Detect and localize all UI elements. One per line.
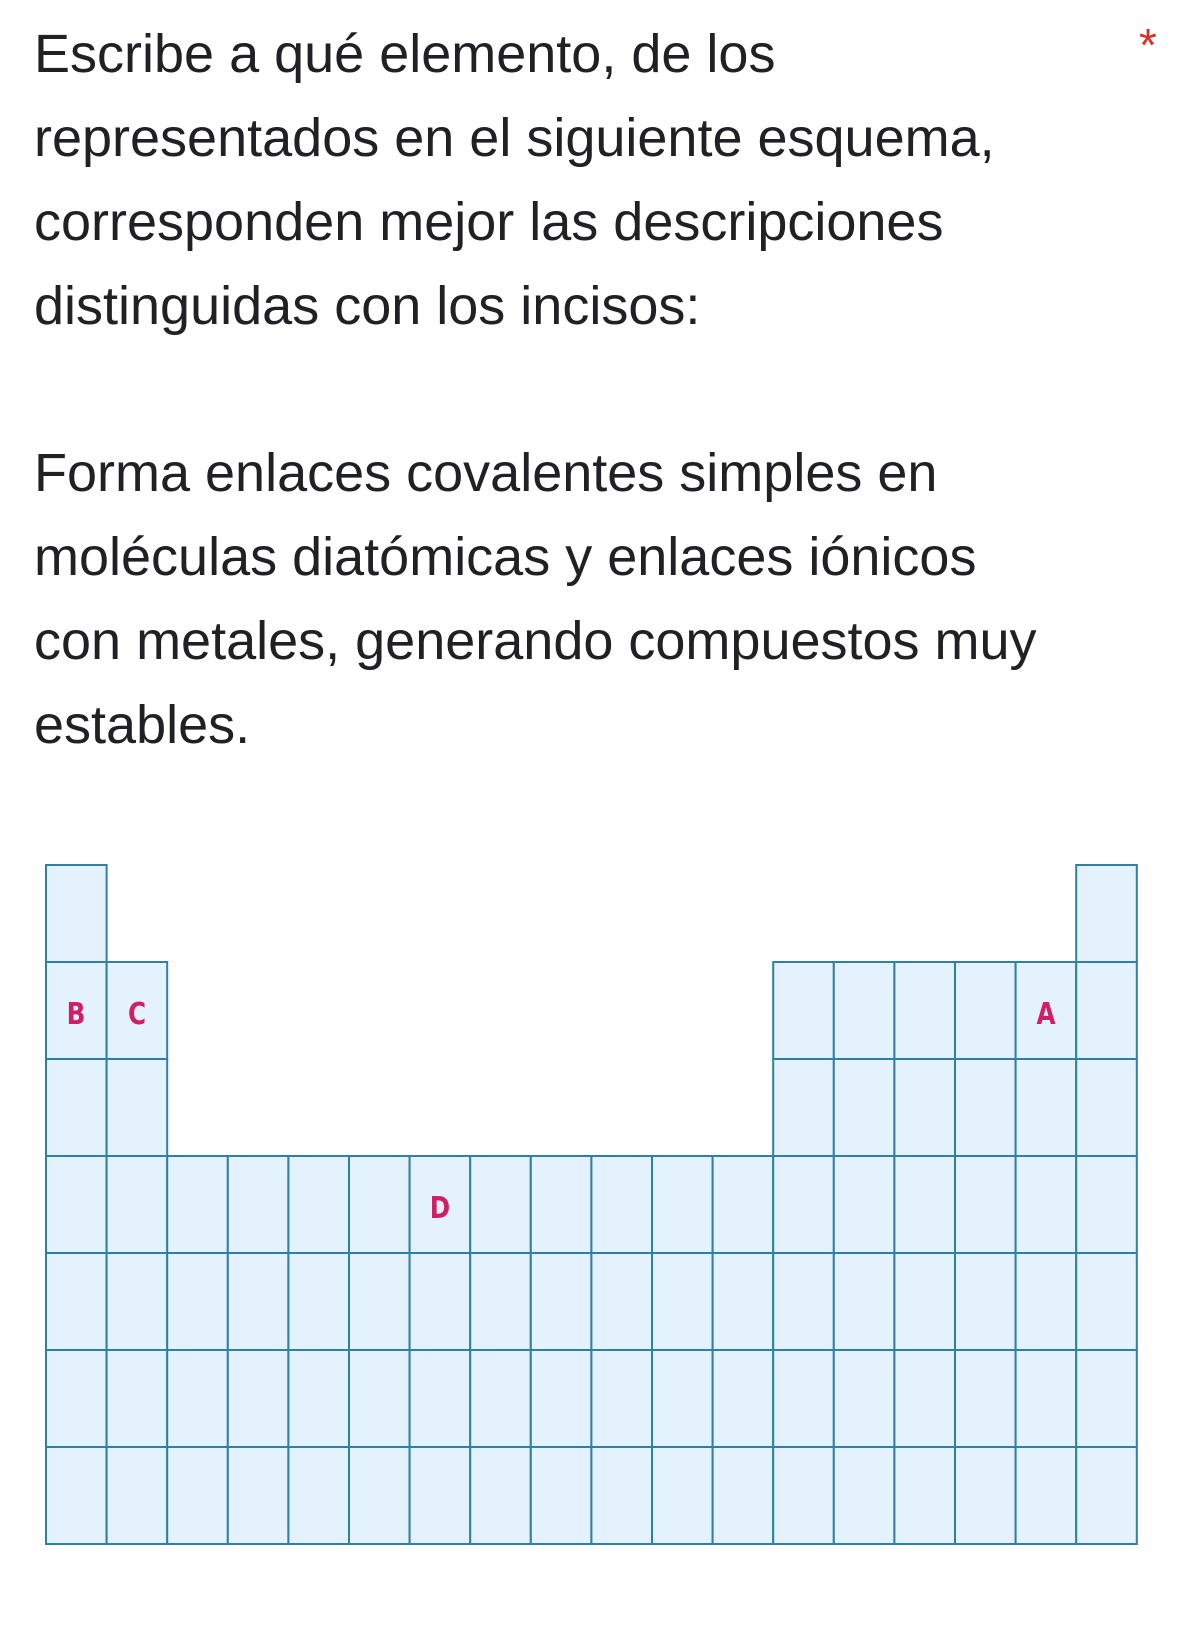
periodic-table-grid [0,855,1196,1634]
element-label-d: D [429,1190,451,1226]
table-cell-r4-c8 [470,1156,531,1253]
table-cell-r4-c6 [349,1156,410,1253]
table-cell-r7-c16 [955,1447,1016,1544]
table-cell-r5-c4 [228,1253,289,1350]
description-line-4: estables. [34,695,251,755]
table-cell-r6-c8 [470,1350,531,1447]
table-cell-r4-c10 [591,1156,652,1253]
table-cell-r4-c1 [46,1156,107,1253]
table-cell-r5-c14 [834,1253,895,1350]
table-cell-r5-c17 [1016,1253,1077,1350]
table-cell-r1-c1 [46,865,107,962]
table-cell-r6-c16 [955,1350,1016,1447]
table-cell-r5-c6 [349,1253,410,1350]
table-cell-r5-c5 [288,1253,349,1350]
table-cell-r4-c18 [1076,1156,1137,1253]
periodic-table-diagram [0,855,1196,1634]
table-cell-r5-c2 [107,1253,168,1350]
table-cell-r4-c4 [228,1156,289,1253]
table-cell-r3-c14 [834,1059,895,1156]
table-cell-r3-c18 [1076,1059,1137,1156]
table-cell-r7-c3 [167,1447,228,1544]
table-cell-r6-c5 [288,1350,349,1447]
table-cell-r5-c18 [1076,1253,1137,1350]
table-cell-r7-c10 [591,1447,652,1544]
table-cell-r3-c13 [773,1059,834,1156]
table-cell-r5-c13 [773,1253,834,1350]
table-cell-r7-c15 [894,1447,955,1544]
table-cell-r6-c6 [349,1350,410,1447]
element-label-a: A [1036,996,1056,1032]
table-cell-r4-c12 [713,1156,774,1253]
table-cell-r2-c13 [773,962,834,1059]
table-cell-r7-c18 [1076,1447,1137,1544]
question-prompt-line-1: Escribe a qué elemento, de los [34,24,776,84]
table-cell-r2-c16 [955,962,1016,1059]
table-cell-r4-c16 [955,1156,1016,1253]
table-cell-r6-c17 [1016,1350,1077,1447]
description-line-3: con metales, generando compuestos muy [34,611,1037,671]
table-cell-r7-c4 [228,1447,289,1544]
table-cell-r4-c13 [773,1156,834,1253]
table-cell-r2-c18 [1076,962,1137,1059]
table-cell-r5-c11 [652,1253,713,1350]
table-cell-r7-c11 [652,1447,713,1544]
table-cell-r5-c9 [531,1253,592,1350]
table-cell-r7-c14 [834,1447,895,1544]
table-cell-r5-c10 [591,1253,652,1350]
description-line-2: moléculas diatómicas y enlaces iónicos [34,527,977,587]
question-prompt-line-4: distinguidas con los incisos: [34,276,701,336]
table-cell-r6-c15 [894,1350,955,1447]
question-prompt-line-2: representados en el siguiente esquema, [34,108,995,168]
table-cell-r5-c3 [167,1253,228,1350]
table-cell-r6-c18 [1076,1350,1137,1447]
table-cell-r4-c9 [531,1156,592,1253]
table-cell-r2-c14 [834,962,895,1059]
table-cell-r7-c5 [288,1447,349,1544]
table-cell-r6-c14 [834,1350,895,1447]
table-cell-r6-c12 [713,1350,774,1447]
table-cell-r6-c3 [167,1350,228,1447]
table-cell-r3-c16 [955,1059,1016,1156]
question-prompt-line-3: corresponden mejor las descripciones [34,192,944,252]
table-cell-r7-c1 [46,1447,107,1544]
table-cell-r5-c1 [46,1253,107,1350]
table-cell-r7-c9 [531,1447,592,1544]
table-cell-r3-c15 [894,1059,955,1156]
table-cell-r6-c9 [531,1350,592,1447]
table-cell-r5-c16 [955,1253,1016,1350]
required-marker: * [1139,19,1157,71]
table-cell-r7-c13 [773,1447,834,1544]
table-cell-r5-c7 [410,1253,471,1350]
table-cell-r7-c2 [107,1447,168,1544]
table-cell-r6-c2 [107,1350,168,1447]
question-text [34,12,1114,767]
table-cell-r3-c1 [46,1059,107,1156]
table-cell-r3-c2 [107,1059,168,1156]
table-cell-r5-c15 [894,1253,955,1350]
paragraph-gap [34,348,1114,431]
table-cell-r7-c12 [713,1447,774,1544]
table-cell-r7-c6 [349,1447,410,1544]
table-cell-r1-c18 [1076,865,1137,962]
table-cell-r4-c2 [107,1156,168,1253]
table-cell-r4-c11 [652,1156,713,1253]
table-cell-r3-c17 [1016,1059,1077,1156]
element-label-c: C [127,996,146,1032]
table-cell-r4-c5 [288,1156,349,1253]
element-label-b: B [66,996,86,1032]
table-cell-r6-c4 [228,1350,289,1447]
table-cell-r4-c15 [894,1156,955,1253]
table-cell-r6-c13 [773,1350,834,1447]
table-cell-r7-c8 [470,1447,531,1544]
table-cell-r6-c1 [46,1350,107,1447]
table-cell-r7-c17 [1016,1447,1077,1544]
table-cell-r5-c12 [713,1253,774,1350]
table-cell-r4-c14 [834,1156,895,1253]
description-line-1: Forma enlaces covalentes simples en [34,443,938,503]
table-cell-r4-c3 [167,1156,228,1253]
table-cell-r6-c10 [591,1350,652,1447]
table-cell-r6-c11 [652,1350,713,1447]
table-cell-r5-c8 [470,1253,531,1350]
table-cell-r6-c7 [410,1350,471,1447]
table-cell-r7-c7 [410,1447,471,1544]
table-cell-r4-c17 [1016,1156,1077,1253]
table-cell-r2-c15 [894,962,955,1059]
